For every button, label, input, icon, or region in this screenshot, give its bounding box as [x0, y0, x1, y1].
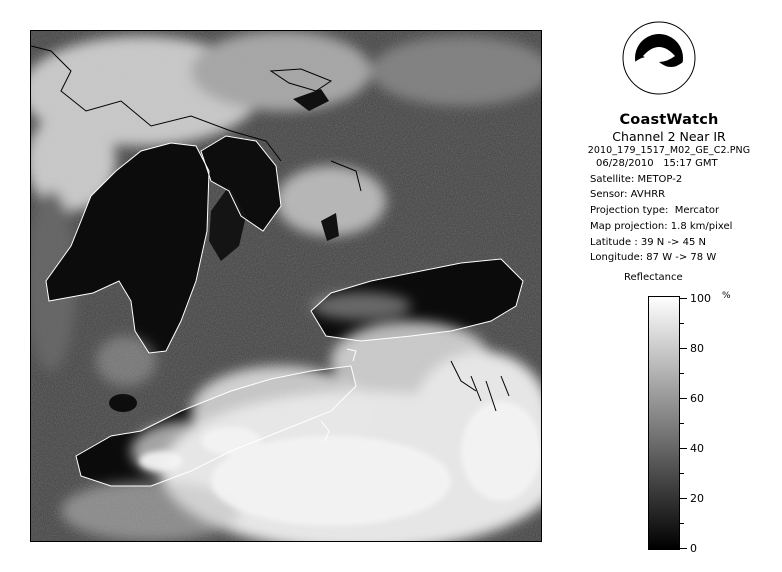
colorbar-tick-mark: [680, 473, 684, 474]
noaa-logo-center-text: NOAA: [648, 41, 670, 49]
colorbar-tick-mark: [680, 548, 687, 549]
map-projection-line: Map projection: 1.8 km/pixel: [590, 220, 733, 232]
colorbar-tick-label: 0: [690, 542, 697, 555]
sensor-line: Sensor: AVHRR: [590, 189, 666, 201]
satellite-reflectance-image: [31, 31, 542, 542]
longitude-line: Longitude: 87 W -> 78 W: [590, 252, 717, 264]
colorbar-tick-label: 40: [690, 442, 704, 455]
product-title: CoastWatch: [619, 112, 719, 128]
latitude-line: Latitude : 39 N -> 45 N: [590, 236, 706, 248]
colorbar-tick-label: 20: [690, 492, 704, 505]
colorbar-tick-label: 60: [690, 392, 704, 405]
colorbar-tick-mark: [680, 423, 684, 424]
satellite-image-frame: [30, 30, 542, 542]
reflectance-colorbar: [648, 296, 680, 550]
image-filename: 2010_179_1517_M02_GE_C2.PNG: [587, 145, 751, 156]
colorbar-tick-mark: [680, 323, 684, 324]
colorbar-tick-label: 80: [690, 342, 704, 355]
acquisition-datetime: [596, 156, 772, 172]
product-info-panel: [566, 112, 772, 266]
acquisition-date: 06/28/2010: [596, 158, 654, 169]
acquisition-time: 15:17 GMT: [663, 158, 718, 169]
colorbar-unit: %: [722, 291, 731, 301]
colorbar-tick-mark: [680, 298, 687, 299]
colorbar-tick-mark: [680, 498, 687, 499]
colorbar-tick-mark: [680, 398, 687, 399]
noaa-logo-icon: [621, 18, 697, 110]
projection-type-line: Projection type: Mercator: [590, 205, 720, 217]
colorbar-tick-mark: [680, 448, 687, 449]
colorbar-tick-label: 100: [690, 292, 711, 305]
colorbar-tick-mark: [680, 373, 684, 374]
colorbar-tick-mark: [680, 348, 687, 349]
channel-subtitle: Channel 2 Near IR: [612, 129, 726, 144]
satellite-line: Satellite: METOP-2: [590, 173, 683, 185]
colorbar-label: Reflectance: [624, 272, 683, 283]
colorbar-tick-mark: [680, 523, 684, 524]
